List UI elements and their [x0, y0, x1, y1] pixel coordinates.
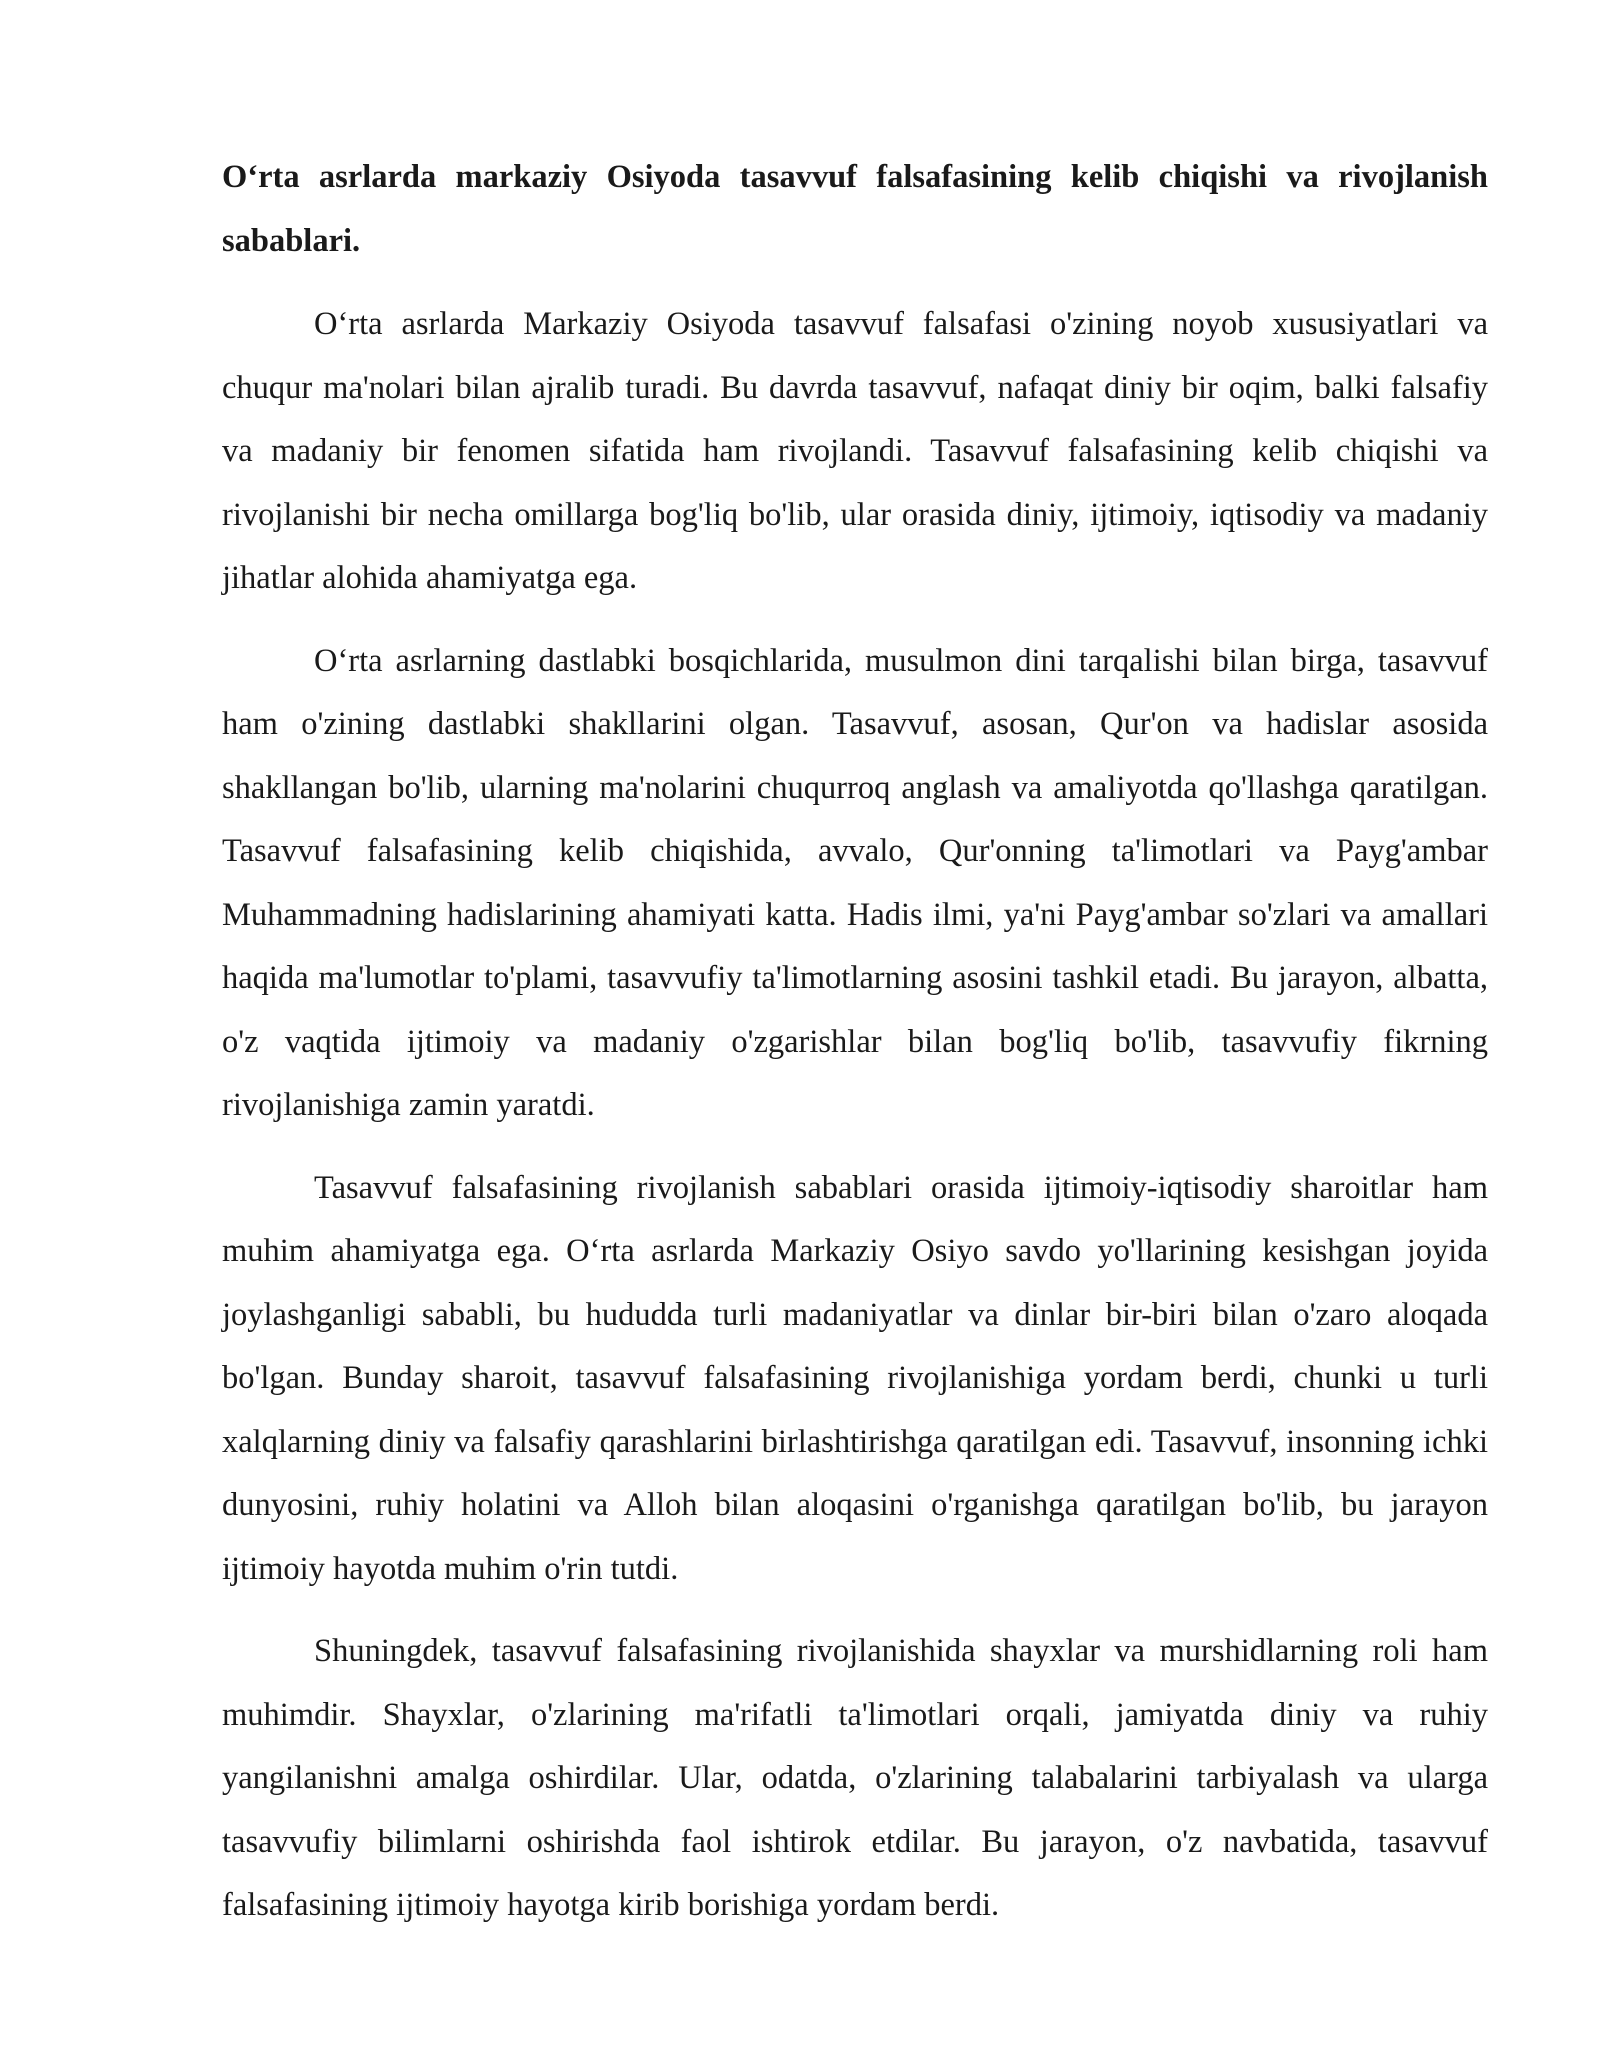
- paragraph-1: O‘rta asrlarda Markaziy Osiyoda tasavvuf falsafasi o'zining noyob xususiyatlari va chuqur ma'nolari bilan ajralib turadi. Bu davrda tasavvuf, nafaqat diniy bir oqim, balki falsafiy va madaniy bir fenomen sifatida ham rivojlandi. Tasavvuf falsafasining kelib chiqishi va rivojlanishi bir necha omillarga bog'liq bo'lib, ular orasida diniy, ijtimoiy, iqtisodiy va madaniy jihatlar alohida ahamiyatga ega.: [222, 306, 1488, 596]
- document-title: O‘rta asrlarda markaziy Osiyoda tasavvuf falsafasining kelib chiqishi va rivojlanish sabablari.: [222, 159, 1488, 259]
- paragraph-2: O‘rta asrlarning dastlabki bosqichlarida, musulmon dini tarqalishi bilan birga, tasavvuf ham o'zining dastlabki shakllarini olgan. Tasavvuf, asosan, Qur'on va hadislar asosida shakllangan bo'lib, ularning ma'nolarini chuqurroq anglash va amaliyotda qo'llashga qaratilgan. Tasavvuf falsafasining kelib chiqishida, avvalo, Qur'onning ta'limotlari va Payg'ambar Muhammadning hadislarining ahamiyati katta. Hadis ilmi, ya'ni Payg'ambar so'zlari va amallari haqida ma'lumotlar to'plami, tasavvufiy ta'limotlarning asosini tashkil etadi. Bu jarayon, albatta, o'z vaqtida ijtimoiy va madaniy o'zgarishlar bilan bog'liq bo'lib, tasavvufiy fikrning rivojlanishiga zamin yaratdi.: [222, 642, 1488, 1123]
- paragraph-3: Tasavvuf falsafasining rivojlanish sabablari orasida ijtimoiy-iqtisodiy sharoitlar ham muhim ahamiyatga ega. O‘rta asrlarda Markaziy Osiyo savdo yo'llarining kesishgan joyida joylashganligi sababli, bu hududda turli madaniyatlar va dinlar bir-biri bilan o'zaro aloqada bo'lgan. Bunday sharoit, tasavvuf falsafasining rivojlanishiga yordam berdi, chunki u turli xalqlarning diniy va falsafiy qarashlarini birlashtirishga qaratilgan edi. Tasavvuf, insonning ichki dunyosini, ruhiy holatini va Alloh bilan aloqasini o'rganishga qaratilgan bo'lib, bu jarayon ijtimoiy hayotda muhim o'rin tutdi.: [222, 1169, 1488, 1587]
- paragraph-4: Shuningdek, tasavvuf falsafasining rivojlanishida shayxlar va murshidlarning roli ham muhimdir. Shayxlar, o'zlarining ma'rifatli ta'limotlari orqali, jamiyatda diniy va ruhiy yangilanishni amalga oshirdilar. Ular, odatda, o'zlarining talabalarini tarbiyalash va ularga tasavvufiy bilimlarni oshirishda faol ishtirok etdilar. Bu jarayon, o'z navbatida, tasavvuf falsafasining ijtimoiy hayotga kirib borishiga yordam berdi.: [222, 1633, 1488, 1923]
- document-body: [222, 146, 1488, 1957]
